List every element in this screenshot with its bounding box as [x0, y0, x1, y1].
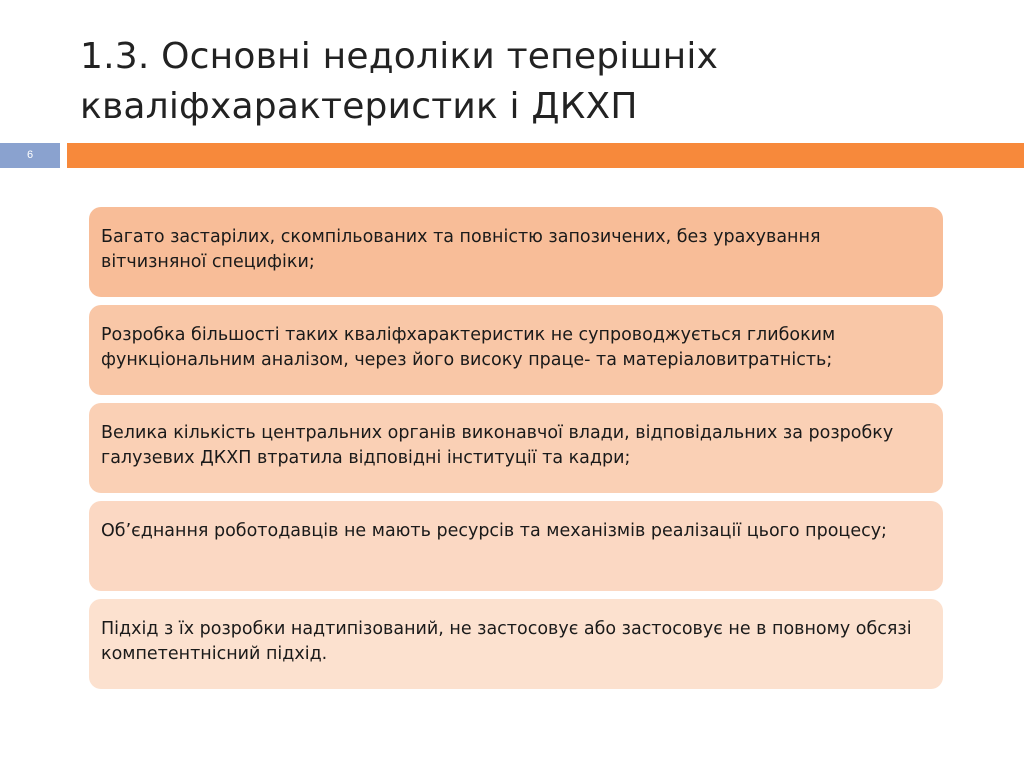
- bullet-list: [89, 207, 943, 697]
- list-item: Багато застарілих, скомпільованих та повністю запозичених, без урахування вітчизняної специфіки;: [89, 207, 943, 297]
- list-item: Підхід з їх розробки надтипізований, не застосовує або застосовує не в повному обсязі компетентнісний підхід.: [89, 599, 943, 689]
- slide-number: 6: [0, 143, 60, 168]
- list-item: Велика кількість центральних органів виконавчої влади, відповідальних за розробку галузевих ДКХП втратила відповідні інституції та кадри;: [89, 403, 943, 493]
- slide-title-line-2: кваліфхарактеристик і ДКХП: [80, 86, 638, 127]
- accent-bar: [67, 143, 1024, 168]
- slide-title: [80, 32, 980, 132]
- list-item: Об’єднання роботодавців не мають ресурсів та механізмів реалізації цього процесу;: [89, 501, 943, 591]
- list-item: Розробка більшості таких кваліфхарактеристик не супроводжується глибоким функціональним аналізом, через його високу праце- та матеріаловитратність;: [89, 305, 943, 395]
- slide-title-line-1: 1.3. Основні недоліки теперішніх: [80, 36, 719, 77]
